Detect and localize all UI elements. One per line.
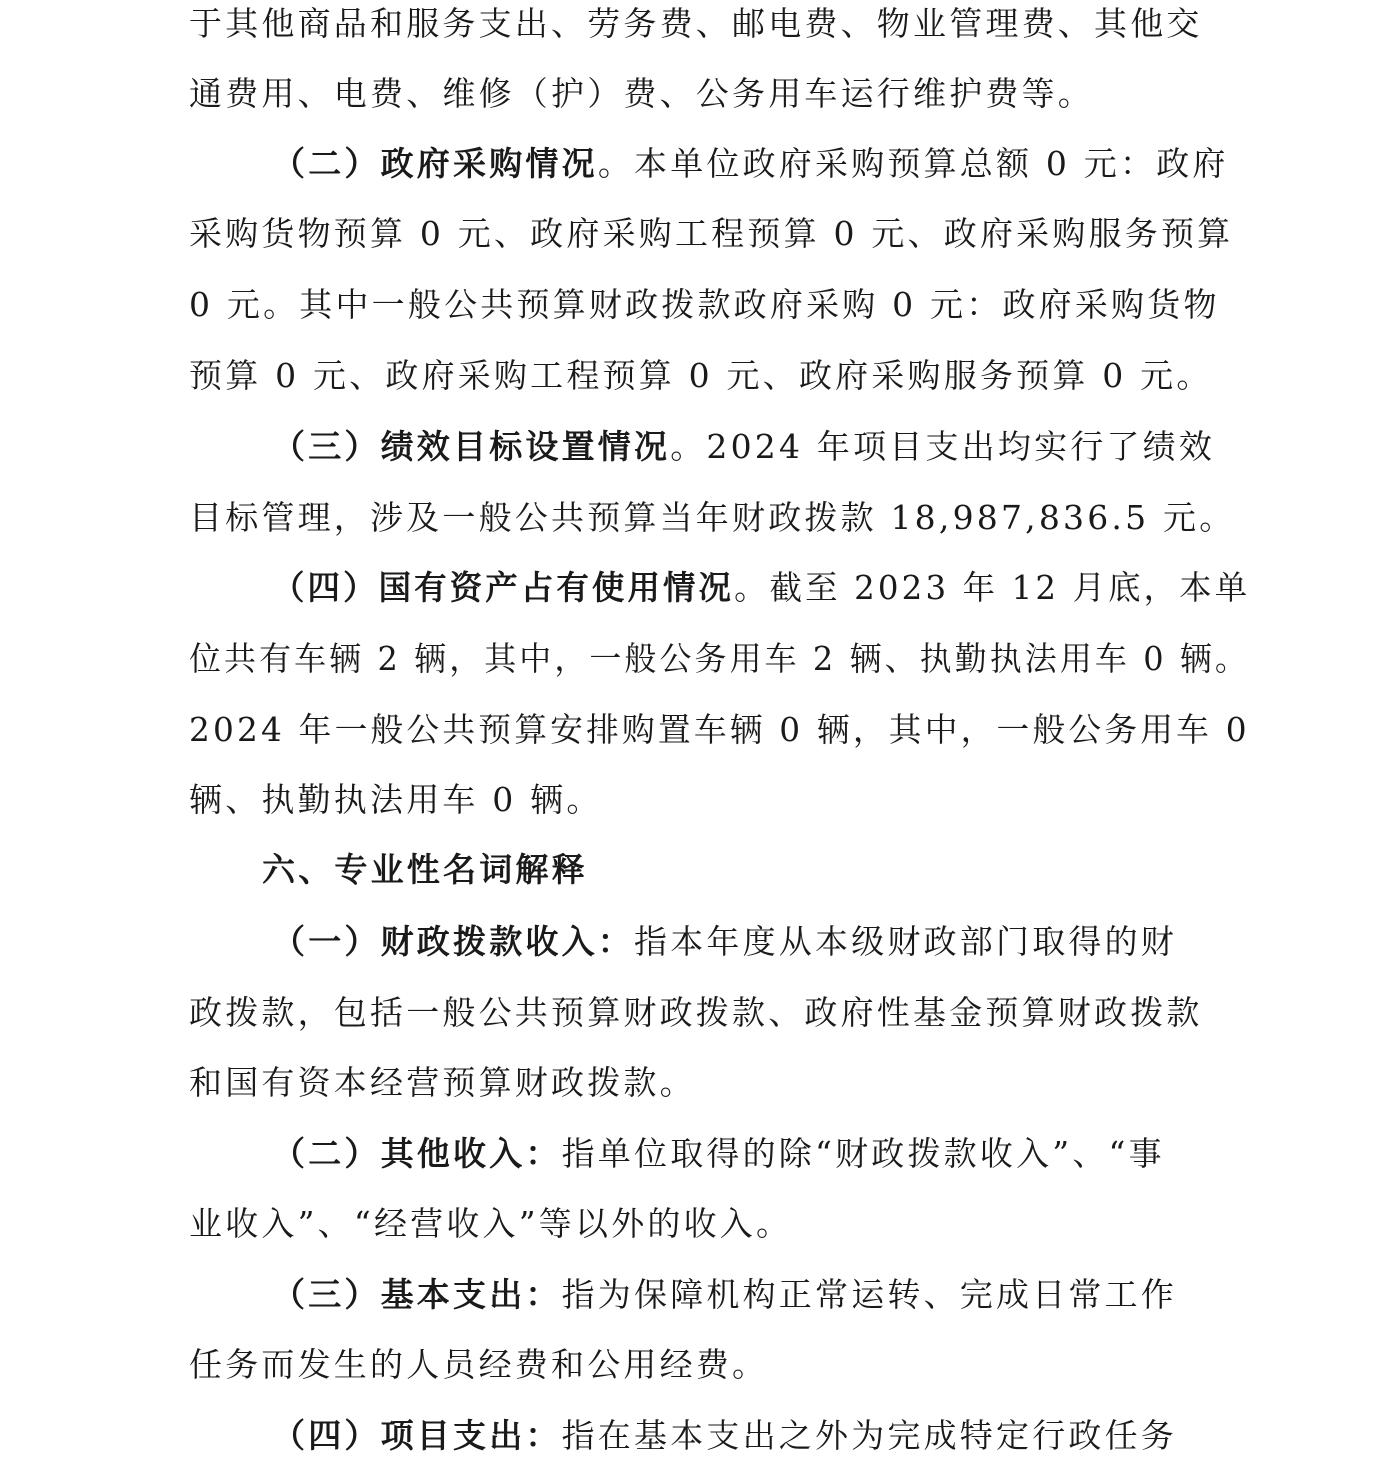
term-fiscal-appropriation (272, 920, 1177, 964)
paragraph-line: 采购货物预算 0 元、政府采购工程预算 0 元、政府采购服务预算 (189, 214, 1234, 253)
term-text: 指在基本支出之外为完成特定行政任务 (561, 1416, 1178, 1455)
paragraph-line: 政拨款，包括一般公共预算财政拨款、政府性基金预算财政拨款 (189, 993, 1203, 1032)
section-title: （三）绩效目标设置情况 (272, 427, 671, 466)
section-title: （四）国有资产占有使用情况 (272, 568, 735, 607)
section-text: 。2024 年项目支出均实行了绩效 (670, 427, 1216, 466)
term-text: 指本年度从本级财政部门取得的财 (634, 922, 1177, 961)
paragraph-line: 任务而发生的人员经费和公用经费。 (189, 1345, 769, 1384)
term-title: （三）基本支出： (272, 1275, 562, 1314)
term-title: （二）其他收入： (272, 1134, 562, 1173)
paragraph-line: 2024 年一般公共预算安排购置车辆 0 辆，其中，一般公务用车 0 (189, 710, 1250, 749)
paragraph-line: 业收入”、“经营收入”等以外的收入。 (189, 1204, 793, 1243)
term-title: （一）财政拨款收入： (272, 922, 634, 961)
term-text: 指为保障机构正常运转、完成日常工作 (561, 1275, 1178, 1314)
term-project-expenditure (272, 1414, 1177, 1458)
section-three-performance (272, 425, 1215, 469)
term-title: （四）项目支出： (272, 1416, 562, 1455)
term-other-income (272, 1132, 1165, 1176)
paragraph-line: 于其他商品和服务支出、劳务费、邮电费、物业管理费、其他交 (189, 4, 1203, 43)
chapter-heading: 六、专业性名词解释 (262, 850, 588, 889)
paragraph-line: 和国有资本经营预算财政拨款。 (189, 1063, 696, 1102)
term-text: 指单位取得的除“财政拨款收入”、“事 (561, 1134, 1165, 1173)
paragraph-line: 位共有车辆 2 辆，其中，一般公务用车 2 辆、执勤执法用车 0 辆。 (189, 639, 1250, 678)
term-basic-expenditure (272, 1273, 1177, 1317)
paragraph-line: 通费用、电费、维修（护）费、公务用车运行维护费等。 (189, 74, 1094, 113)
section-text: 。截至 2023 年 12 月底，本单 (734, 568, 1251, 607)
paragraph-line: 辆、执勤执法用车 0 辆。 (189, 780, 603, 819)
section-four-assets (272, 566, 1250, 610)
paragraph-line: 目标管理，涉及一般公共预算当年财政拨款 18,987,836.5 元。 (189, 498, 1236, 537)
paragraph-line: 预算 0 元、政府采购工程预算 0 元、政府采购服务预算 0 元。 (189, 356, 1213, 395)
section-title: （二）政府采购情况 (272, 144, 598, 183)
section-text: 。本单位政府采购预算总额 0 元：政府 (597, 144, 1229, 183)
paragraph-line: 0 元。其中一般公共预算财政拨款政府采购 0 元：政府采购货物 (189, 285, 1220, 324)
section-two-procurement (272, 142, 1229, 186)
